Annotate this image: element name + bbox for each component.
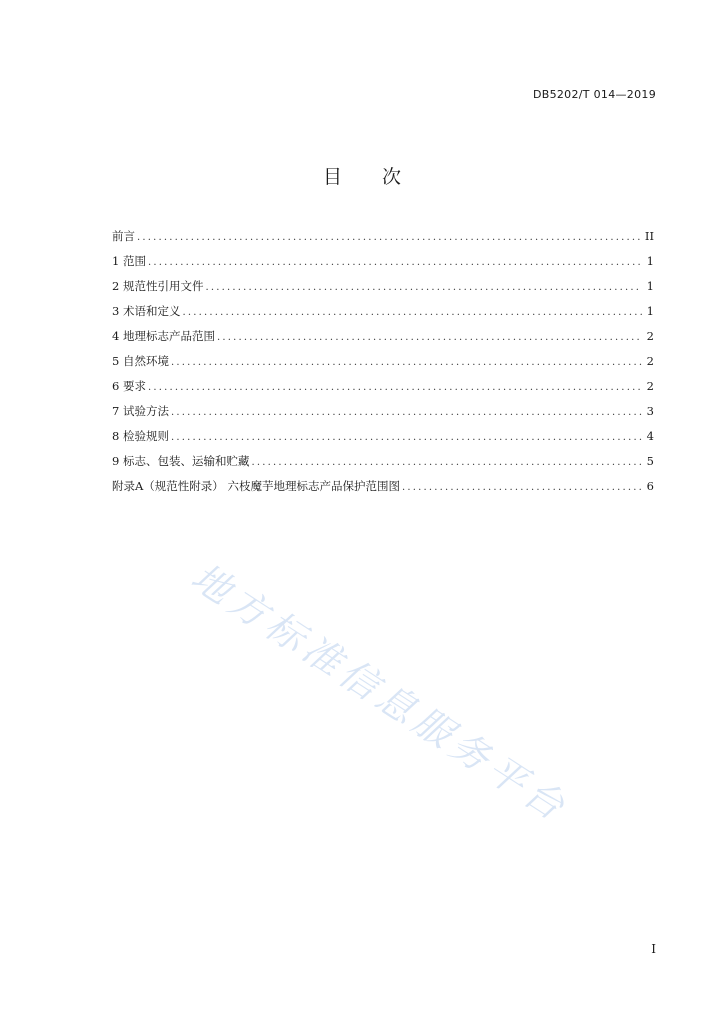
toc-entry-label: 1 范围 [112,254,146,268]
toc-entry-page: 6 [646,479,654,493]
toc-leader-dots [148,379,642,397]
toc-list [112,227,654,502]
toc-entry-label: 7 试验方法 [112,404,169,418]
toc-leader-dots [182,304,642,322]
toc-entry-page: 2 [646,329,654,343]
toc-entry-test-methods[interactable] [112,402,654,427]
page-number: I [651,942,656,956]
toc-entry-page: 2 [646,379,654,393]
standard-code: DB5202/T 014—2019 [532,88,656,101]
toc-entry-label: 5 自然环境 [112,354,169,368]
toc-leader-dots [402,479,642,497]
toc-entry-page: II [644,229,654,243]
toc-entry-appendix-a[interactable] [112,477,654,502]
toc-title-char-1: 目 [322,166,342,188]
toc-leader-dots [205,279,642,297]
toc-entry-normative-references[interactable] [112,277,654,302]
toc-entry-natural-environment[interactable] [112,352,654,377]
toc-leader-dots [148,254,642,272]
toc-entry-product-range[interactable] [112,327,654,352]
toc-leader-dots [171,429,642,447]
toc-entry-label: 4 地理标志产品范围 [112,329,215,343]
toc-leader-dots [251,454,642,472]
toc-entry-label: 8 检验规则 [112,429,169,443]
toc-title-char-2: 次 [382,166,402,188]
toc-entry-requirements[interactable] [112,377,654,402]
toc-entry-page: 5 [646,454,654,468]
toc-leader-dots [171,354,642,372]
toc-entry-label: 附录A（规范性附录） 六枝魔芋地理标志产品保护范围图 [112,479,400,493]
toc-entry-label: 2 规范性引用文件 [112,279,204,293]
watermark-text: 地方标准信息服务平台 [183,554,577,832]
toc-entry-page: 1 [646,279,654,293]
toc-entry-page: 1 [646,254,654,268]
toc-leader-dots [171,404,642,422]
toc-entry-page: 4 [646,429,654,443]
toc-entry-scope[interactable] [112,252,654,277]
toc-entry-page: 1 [646,304,654,318]
toc-leader-dots [217,329,642,347]
toc-entry-label: 前言 [112,229,135,243]
toc-leader-dots [137,229,641,247]
toc-entry-page: 3 [646,404,654,418]
toc-entry-page: 2 [646,354,654,368]
toc-entry-label: 6 要求 [112,379,146,393]
toc-entry-foreword[interactable] [112,227,654,252]
toc-entry-marking-packaging[interactable] [112,452,654,477]
toc-entry-label: 3 术语和定义 [112,304,181,318]
toc-title [0,162,724,189]
toc-entry-label: 9 标志、包装、运输和贮藏 [112,454,250,468]
toc-entry-terms-definitions[interactable] [112,302,654,327]
toc-entry-inspection-rules[interactable] [112,427,654,452]
